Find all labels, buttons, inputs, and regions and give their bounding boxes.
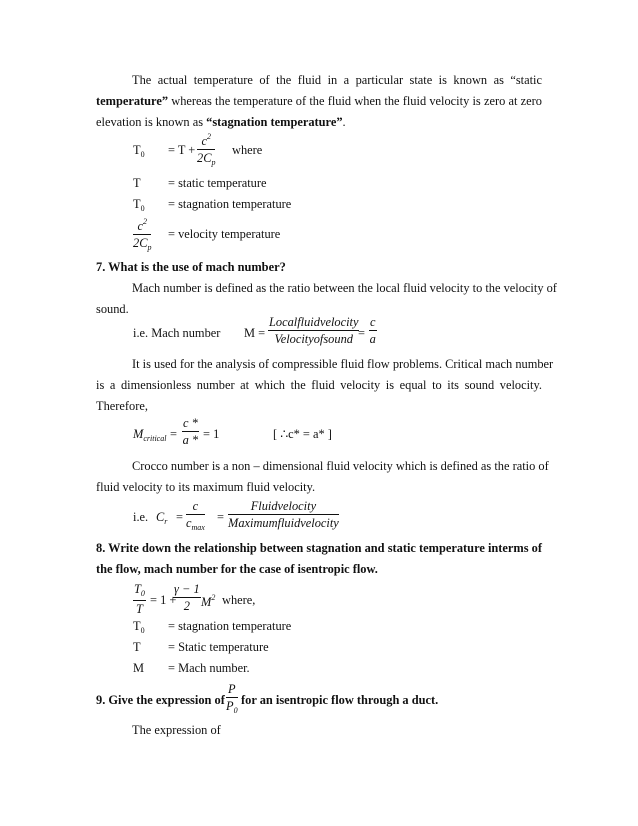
q7-p2-line1: It is used for the analysis of compressible fluid flow problems. Critical mach number [132,357,554,371]
q7-p2-line3: Therefore, [96,399,148,413]
q8-gamma-fraction: γ − 1 2 [174,582,200,614]
q8-where: where, [222,593,256,607]
def-stagnation-symbol: $T_0$ [133,197,145,213]
crocco-fraction-words: Fluidvelocity Maximumfluidvelocity [228,499,339,531]
q7-ie-label: i.e. Mach number [133,326,221,340]
q8-def-m-desc: = Mach number. [168,661,250,675]
q7-heading: 7. What is the use of mach number? [96,260,286,274]
def-static-symbol: T [133,176,141,190]
q8-eq: = 1 + [150,593,177,607]
def-stagnation-desc: = stagnation temperature [168,197,292,211]
q8-def-m-symbol: M [133,661,145,675]
q8-def-t-desc: = Static temperature [168,640,269,654]
q7-p2-line2: is a dimensionless number at which the fluid velocity is equal to its sound velocity. [96,378,542,392]
crocco-ie: i.e. [133,510,149,524]
crocco-eq: = [176,510,183,524]
intro-line-3: elevation is known as “stagnation temperature”. [96,115,346,129]
eq1-fraction: $c^2$ $2C_p$ [197,132,216,168]
eq1-where: where [232,143,263,157]
q7-p3-line2: fluid velocity to its maximum fluid velocity. [96,480,316,494]
mcritical-rhs: = 1 [203,427,220,441]
intro-line-1: The actual temperature of the fluid in a particular state is known as “static [132,73,542,87]
mcritical-eq: = [170,427,177,441]
mcritical-symbol: $M_{critical}$ [133,427,167,443]
mach-fraction-symbols: c a [369,315,376,347]
q7-eq-sign: = [358,326,365,340]
mach-fraction-words: Localfluidvelocity Velocityofsound [269,315,359,347]
crocco-fraction-symbols: c $c_{max}$ [186,499,205,533]
q8-mach-squared: $M^2$ [201,593,216,609]
q7-p1-line1: Mach number is defined as the ratio between the local fluid velocity to the velocity of [132,281,557,295]
mcritical-fraction: c * a * [182,416,199,448]
q7-m-eq: M = [244,326,266,340]
def-static-desc: = static temperature [168,176,267,190]
q8-heading-line2: the flow, mach number for the case of isentropic flow. [96,562,378,576]
eq1-rhs-prefix: = T + [168,143,196,157]
q7-p3-line1: Crocco number is a non – dimensional fluid velocity which is defined as the ratio of [132,459,549,473]
mcritical-bracket: [ ∴c* = a* ] [273,427,332,441]
q9-p-ratio: P $P_0$ [226,682,238,716]
velocity-temperature-desc: = velocity temperature [168,227,281,241]
crocco-eq2: = [217,510,224,524]
q9-heading-post: for an isentropic flow through a duct. [241,693,439,707]
velocity-temperature-fraction: $c^2$ $2C_p$ [133,217,152,253]
crocco-symbol: $C_r$ [156,510,168,526]
term-static-temperature: temperature” [96,94,169,108]
q8-heading-line1: 8. Write down the relationship between stagnation and static temperature interms of [96,541,542,555]
q8-t-ratio: $T_0$ T [134,582,145,616]
eq1-lhs: $T_0$ [133,143,145,159]
q9-heading-pre: 9. Give the expression of [96,693,225,707]
q9-text: The expression of [132,723,221,737]
q8-def-t0-desc: = stagnation temperature [168,619,292,633]
intro-line-2: temperature” whereas the temperature of the fluid when the fluid velocity is zero at zero [96,94,542,108]
q8-def-t0-symbol: $T_0$ [133,619,145,635]
q7-p1-line2: sound. [96,302,129,316]
term-stagnation-temperature: “stagnation temperature” [206,115,343,129]
q8-def-t-symbol: T [133,640,141,654]
